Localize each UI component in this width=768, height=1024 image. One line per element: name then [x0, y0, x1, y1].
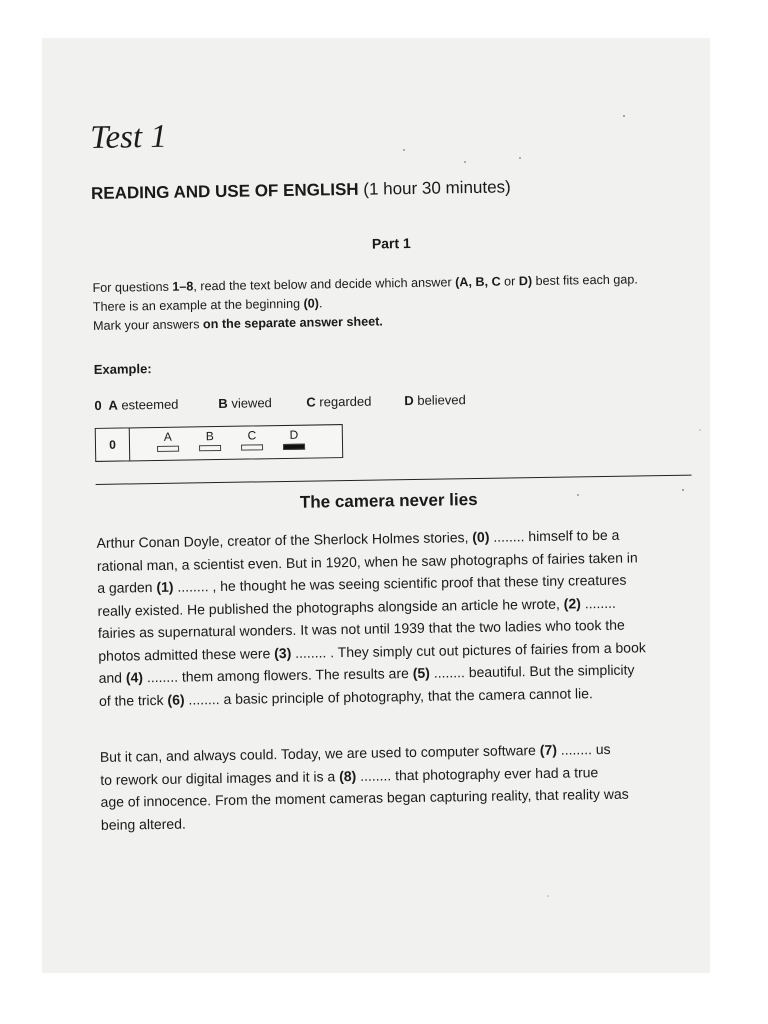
example-answer-grid — [95, 424, 344, 462]
passage-paragraph-1 — [96, 523, 699, 712]
passage-text: ........ himself to be a — [489, 526, 620, 545]
passage-text: a garden — [97, 578, 157, 596]
example-option-c: C regarded — [306, 393, 372, 410]
passage-text: photos admitted these were — [98, 644, 275, 664]
gap-number: (4) — [125, 669, 144, 686]
passage-text: ........ that photography ever had a true — [356, 763, 599, 784]
passage-text: ........ — [580, 594, 616, 611]
instructions-line-2: There is an example at the beginning (0). — [92, 296, 323, 314]
passage-text: ........ , he thought he was seeing scientific proof that these tiny creatures — [173, 571, 627, 595]
answer-box-c — [241, 444, 263, 450]
section-duration: (1 hour 30 minutes) — [363, 177, 511, 199]
passage-text: to rework our digital images and it is a — [100, 767, 340, 788]
passage-text: really existed. He published the photographs alongside an article he wrote, — [97, 595, 564, 619]
part-label: Part 1 — [371, 234, 411, 252]
passage-text: of the trick — [98, 691, 168, 709]
passage-text: rational man, a scientist even. But in 1920, when he saw photographs of fairies taken in — [96, 548, 638, 574]
answer-box-a — [157, 446, 179, 452]
instructions — [92, 270, 638, 336]
passage-text: and — [98, 669, 127, 686]
section-name: READING AND USE OF ENGLISH — [90, 179, 359, 203]
gap-number: (8) — [338, 767, 357, 784]
answer-choice-c: C — [238, 428, 266, 450]
example-number: 0 — [94, 397, 102, 413]
test-title: Test 1 — [89, 118, 168, 156]
passage-text: Arthur Conan Doyle, creator of the Sherlock Holmes stories, — [96, 529, 473, 551]
passage-title: The camera never lies — [299, 489, 478, 512]
instructions-line-1: For questions 1–8, read the text below and decide which answer (A, B, C or D) best fits each gap. — [92, 272, 638, 295]
gap-number: (5) — [412, 664, 430, 681]
passage-text: ........ a basic principle of photography, that the camera cannot lie. — [184, 684, 593, 708]
instructions-line-3: Mark your answers on the separate answer sheet. — [93, 314, 383, 333]
answer-grid-number: 0 — [96, 428, 130, 461]
gap-number: (0) — [472, 528, 490, 546]
example-option-d: D believed — [404, 392, 466, 409]
passage-text: ........ beautiful. But the simplicity — [429, 661, 635, 681]
answer-box-d-selected — [283, 444, 305, 450]
passage-text: ........ us — [556, 740, 611, 758]
passage-text: ........ . They simply cut out pictures of fairies from a book — [291, 638, 646, 661]
passage-text: age of innocence. From the moment cameras began capturing reality, that reality was — [100, 785, 629, 810]
passage-text: being altered. — [100, 815, 186, 833]
example-option-b: B viewed — [218, 395, 272, 412]
passage-text: fairies as supernatural wonders. It was not until 1939 that the two ladies who took the — [97, 616, 625, 641]
example-option-a: A esteemed — [108, 396, 179, 413]
passage-text: ........ them among flowers. The results are — [142, 664, 413, 686]
gap-number: (2) — [563, 594, 581, 612]
gap-number: (6) — [167, 691, 185, 708]
passage-paragraph-2 — [100, 736, 701, 835]
answer-choice-b: B — [196, 429, 224, 451]
answer-choice-a: A — [154, 430, 182, 452]
gap-number: (3) — [274, 644, 292, 661]
answer-choice-d: D — [280, 428, 308, 450]
example-label: Example: — [93, 361, 152, 377]
gap-number: (7) — [539, 741, 558, 758]
gap-number: (1) — [156, 578, 174, 595]
passage-text: But it can, and always could. Today, we are used to computer software — [99, 741, 540, 765]
answer-box-b — [199, 445, 221, 451]
